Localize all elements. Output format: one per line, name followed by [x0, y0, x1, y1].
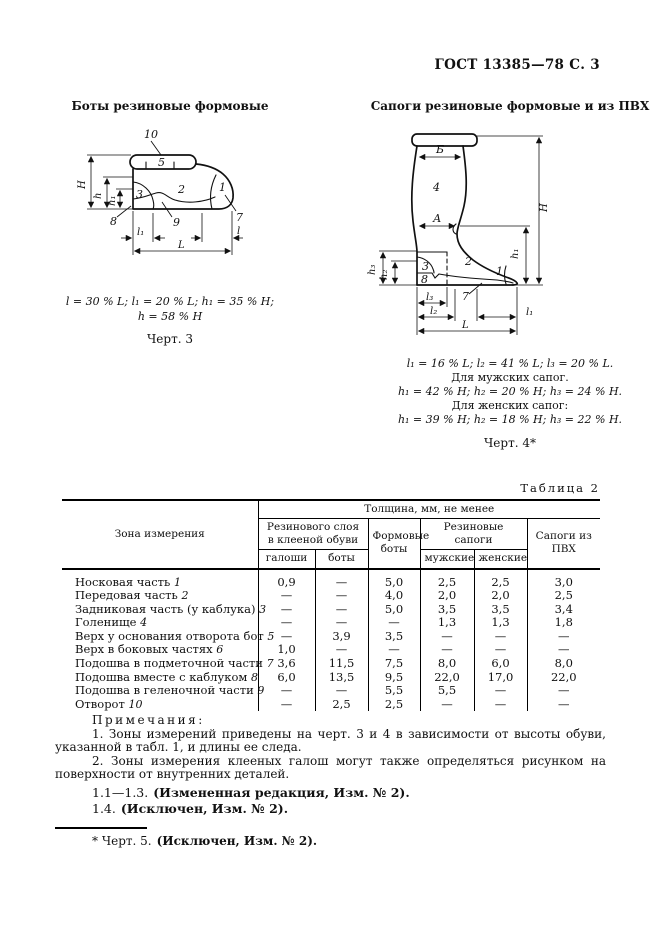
fig4-dim-h1: h₁ — [510, 248, 521, 259]
note-item-2: 2. Зоны измерения клееных галош могут также определяться рисунком на поверхности от внутренних деталей. — [55, 753, 606, 782]
fig3-leader-lines — [117, 141, 236, 217]
footnote-note: (Исключен, Изм. № 2). — [156, 834, 318, 848]
fig4-dim-H: H — [539, 203, 550, 212]
value-cell: 5,0 — [368, 569, 420, 590]
value-cell: — — [258, 603, 315, 617]
value-cell: — — [315, 643, 368, 657]
value-cell: — — [368, 616, 420, 630]
col-header-glued-rubber: Резинового слоя в клееной обуви — [258, 519, 368, 550]
value-cell: 3,0 — [527, 569, 600, 590]
table-row — [62, 657, 600, 671]
col-header-bots: боты — [315, 550, 368, 569]
fig4-dimension-lines — [379, 136, 543, 335]
zone-cell: Передовая часть 2 — [62, 589, 258, 603]
col-header-womens: женские — [474, 550, 527, 569]
value-cell: 17,0 — [474, 671, 527, 685]
note-item-1: 1. Зоны измерений приведены на черт. 3 и 4 в зависимости от высоты обуви, указанной в табл. 1, и длины ее следа. — [55, 726, 606, 755]
amendment-1-clauses: 1.1—1.3. — [92, 785, 149, 800]
value-cell: — — [474, 630, 527, 644]
amendment-2-note: (Исключен, Изм. № 2). — [120, 801, 289, 816]
fig4-formula-2: Для мужских сапог. — [451, 371, 569, 384]
value-cell: 3,5 — [420, 603, 474, 617]
fig3-label-5: 5 — [158, 156, 165, 169]
fig3-dim-l1: l₁ — [137, 227, 145, 238]
fig3-label-10: 10 — [144, 128, 158, 141]
value-cell: — — [258, 630, 315, 644]
value-cell: — — [474, 684, 527, 698]
fig4-formula-1: l₁ = 16 % L; l₂ = 41 % L; l₃ = 20 % L. — [406, 357, 614, 370]
fig3-dim-H: H — [77, 180, 88, 189]
table-row — [62, 603, 600, 617]
fig4-label-7: 7 — [462, 290, 469, 303]
notes-block — [55, 714, 606, 782]
value-cell: — — [315, 589, 368, 603]
value-cell: 3,5 — [474, 603, 527, 617]
zone-cell: Подошва в геленочной части 9 — [62, 684, 258, 698]
value-cell: — — [420, 698, 474, 712]
value-cell: 1,0 — [258, 643, 315, 657]
fig3-formula-1: l = 30 % L; l₁ = 20 % L; h₁ = 35 % H; — [65, 295, 275, 308]
amendment-line-1 — [92, 785, 410, 801]
table-2-block — [62, 481, 600, 711]
zone-cell: Верх у основания отворота бот 5 — [62, 630, 258, 644]
fig3-dim-l: l — [237, 226, 241, 237]
zone-cell: Подошва в подметочной части 7 — [62, 657, 258, 671]
value-cell: 1,8 — [527, 616, 600, 630]
zone-cell: Носковая часть 1 — [62, 569, 258, 590]
zone-cell: Задниковая часть (у каблука) 3 — [62, 603, 258, 617]
value-cell: — — [258, 698, 315, 712]
figure-4-title: Сапоги резиновые формовые и из ПВХ — [370, 99, 650, 113]
col-header-mens: мужские — [420, 550, 474, 569]
value-cell: 2,5 — [474, 569, 527, 590]
table-row — [62, 569, 600, 590]
table-2-caption: Таблица 2 — [520, 481, 600, 495]
figure-3-drawing — [20, 125, 320, 265]
zone-cell: Отворот 10 — [62, 698, 258, 712]
fig4-label-2: 2 — [465, 255, 472, 268]
table-2 — [62, 499, 600, 711]
amendments-block — [92, 785, 410, 817]
value-cell: 5,5 — [420, 684, 474, 698]
value-cell: 3,9 — [315, 630, 368, 644]
fig4-formula-3: h₁ = 42 % H; h₂ = 20 % H; h₃ = 24 % H. — [397, 385, 623, 398]
value-cell: 2,5 — [420, 569, 474, 590]
value-cell: — — [420, 643, 474, 657]
table-row — [62, 630, 600, 644]
value-cell: — — [474, 698, 527, 712]
value-cell: 2,5 — [368, 698, 420, 712]
value-cell: 2,5 — [527, 589, 600, 603]
value-cell: — — [527, 630, 600, 644]
value-cell: — — [315, 603, 368, 617]
value-cell: 22,0 — [420, 671, 474, 685]
notes-heading: Примечания: — [92, 713, 205, 727]
fig4-dim-l3: l₃ — [426, 292, 434, 303]
value-cell: 1,3 — [474, 616, 527, 630]
fig3-label-1: 1 — [219, 181, 226, 194]
footnote-rule — [55, 827, 147, 829]
value-cell: — — [527, 684, 600, 698]
fig3-dim-h: h — [93, 192, 104, 199]
value-cell: — — [315, 684, 368, 698]
fig4-dim-l1: l₁ — [526, 307, 534, 318]
value-cell: 6,0 — [258, 671, 315, 685]
fig4-dim-h2: h₂ — [379, 269, 390, 280]
value-cell: 2,0 — [420, 589, 474, 603]
fig3-label-2: 2 — [178, 183, 185, 196]
zone-cell: Верх в боковых частях 6 — [62, 643, 258, 657]
value-cell: — — [368, 643, 420, 657]
value-cell: 3,4 — [527, 603, 600, 617]
col-header-rubber-boots: Резиновые сапоги — [420, 519, 527, 550]
fig4-label-8: 8 — [421, 273, 428, 286]
value-cell: — — [258, 684, 315, 698]
value-cell: 8,0 — [420, 657, 474, 671]
table-row — [62, 616, 600, 630]
fig4-label-4: 4 — [433, 181, 440, 194]
fig4-formula-5: h₁ = 39 % H; h₂ = 18 % H; h₃ = 22 % H. — [397, 413, 623, 426]
col-header-thickness: Толщина, мм, не менее — [258, 500, 600, 519]
fig4-dim-h3: h₃ — [367, 264, 378, 275]
value-cell: 7,5 — [368, 657, 420, 671]
value-cell: 1,3 — [420, 616, 474, 630]
value-cell: — — [315, 569, 368, 590]
value-cell: 13,5 — [315, 671, 368, 685]
value-cell: 2,0 — [474, 589, 527, 603]
fig4-label-3: 3 — [422, 260, 429, 273]
value-cell: 9,5 — [368, 671, 420, 685]
fig3-label-3: 3 — [136, 188, 143, 201]
value-cell: 4,0 — [368, 589, 420, 603]
fig3-label-7: 7 — [236, 211, 243, 224]
table-row — [62, 589, 600, 603]
table-row — [62, 643, 600, 657]
value-cell: 3,6 — [258, 657, 315, 671]
footnote — [92, 834, 317, 848]
value-cell: 8,0 — [527, 657, 600, 671]
value-cell: 0,9 — [258, 569, 315, 590]
fig4-dim-B: Б — [436, 143, 445, 156]
figure-4-drawing — [360, 126, 660, 351]
fig3-label-9: 9 — [173, 216, 180, 229]
fig3-dim-L: L — [178, 240, 185, 251]
fig3-label-8: 8 — [110, 215, 117, 228]
fig4-dim-l2: l₂ — [430, 306, 438, 317]
amendment-1-note: (Измененная редакция, Изм. № 2). — [153, 785, 410, 800]
table-row — [62, 698, 600, 712]
table-row — [62, 684, 600, 698]
zone-cell: Голенище 4 — [62, 616, 258, 630]
fig4-formula-4: Для женских сапог: — [451, 399, 569, 412]
value-cell: — — [258, 616, 315, 630]
value-cell: 2,5 — [315, 698, 368, 712]
value-cell: 3,5 — [368, 630, 420, 644]
value-cell: — — [527, 643, 600, 657]
value-cell: 11,5 — [315, 657, 368, 671]
col-header-molded-bots: Формовые боты — [368, 519, 420, 569]
value-cell: 6,0 — [474, 657, 527, 671]
fig3-formula-2: h = 58 % H — [137, 310, 203, 323]
figure-4-caption: Черт. 4* — [484, 436, 536, 450]
col-header-pvc-boots: Сапоги из ПВХ — [527, 519, 600, 569]
fig4-label-1: 1 — [496, 265, 503, 278]
figure-3-caption: Черт. 3 — [147, 332, 193, 346]
fig4-dim-L: L — [462, 320, 469, 331]
zone-cell: Подошва вместе с каблуком 8 — [62, 671, 258, 685]
value-cell: 5,5 — [368, 684, 420, 698]
page-header: ГОСТ 13385—78 С. 3 — [434, 57, 600, 73]
value-cell: — — [315, 616, 368, 630]
amendment-2-clauses: 1.4. — [92, 801, 116, 816]
value-cell: 5,0 — [368, 603, 420, 617]
col-header-galoshes: галоши — [258, 550, 315, 569]
amendment-line-2 — [92, 801, 410, 817]
col-header-zone: Зона измерения — [62, 500, 258, 569]
value-cell: — — [258, 589, 315, 603]
value-cell: — — [474, 643, 527, 657]
value-cell: — — [527, 698, 600, 712]
fig4-dim-A: А — [433, 212, 442, 225]
table-row — [62, 671, 600, 685]
figure-3-title: Боты резиновые формовые — [71, 99, 269, 113]
value-cell: 22,0 — [527, 671, 600, 685]
table-body — [62, 569, 600, 712]
fig3-dim-h1: h₁ — [107, 195, 118, 206]
fig3-boot-outline — [130, 155, 233, 209]
footnote-prefix: * Черт. 5. — [92, 834, 152, 848]
value-cell: — — [420, 630, 474, 644]
